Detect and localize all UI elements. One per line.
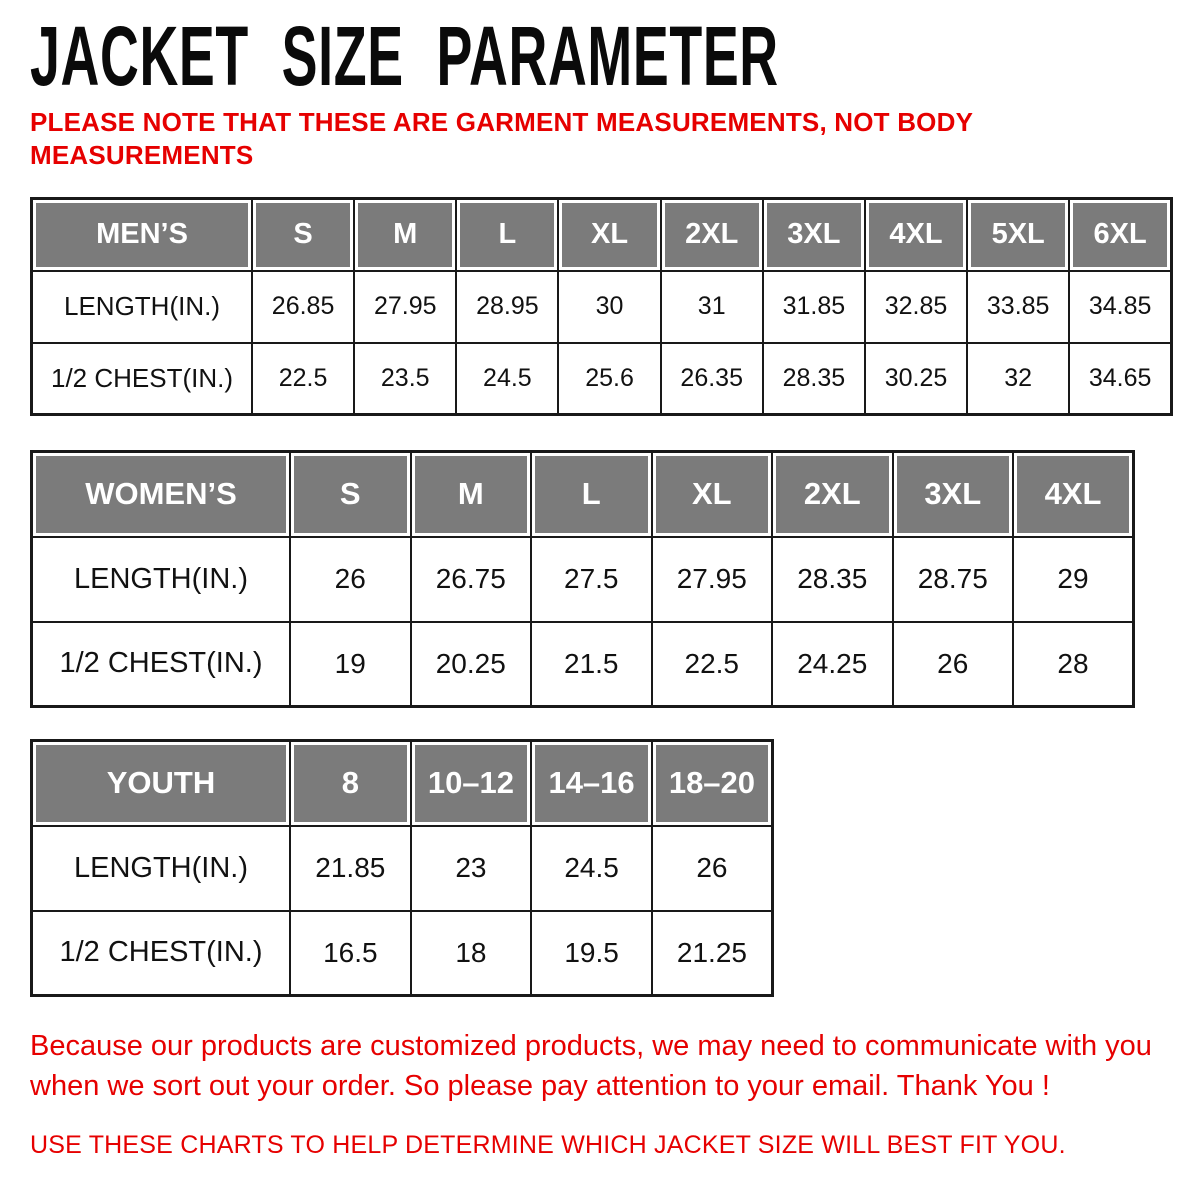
womens-length-value: 27.95 — [652, 537, 773, 622]
womens-size-table — [30, 450, 1135, 708]
youth-chest-row — [32, 911, 773, 996]
womens-table-title: WOMEN’S — [32, 452, 291, 537]
garment-measurement-note: PLEASE NOTE THAT THESE ARE GARMENT MEASUREMENTS, NOT BODY MEASUREMENTS — [30, 107, 973, 170]
youth-length-value: 24.5 — [531, 826, 652, 911]
mens-size-header: XL — [558, 199, 660, 271]
mens-size-header: 6XL — [1069, 199, 1171, 271]
mens-size-header: 4XL — [865, 199, 967, 271]
youth-length-label: LENGTH(IN.) — [32, 826, 291, 911]
youth-size-header: 10–12 — [411, 741, 532, 826]
mens-length-value: 28.95 — [456, 271, 558, 343]
youth-size-header: 8 — [290, 741, 411, 826]
mens-length-value: 31.85 — [763, 271, 865, 343]
mens-size-header: M — [354, 199, 456, 271]
mens-length-value: 34.85 — [1069, 271, 1171, 343]
womens-size-header: S — [290, 452, 411, 537]
customization-notice: Because our products are customized products, we may need to communicate with you when we sort out your order. So please pay attention to your email. Thank You ! — [30, 1030, 1152, 1102]
womens-length-value: 29 — [1013, 537, 1134, 622]
mens-length-value: 31 — [661, 271, 763, 343]
mens-chest-value: 32 — [967, 343, 1069, 415]
mens-length-label: LENGTH(IN.) — [32, 271, 253, 343]
youth-size-header: 18–20 — [652, 741, 773, 826]
womens-size-header: L — [531, 452, 652, 537]
mens-chest-value: 26.35 — [661, 343, 763, 415]
youth-chest-value: 21.25 — [652, 911, 773, 996]
youth-chest-label: 1/2 CHEST(IN.) — [32, 911, 291, 996]
mens-chest-label: 1/2 CHEST(IN.) — [32, 343, 253, 415]
mens-size-header: 3XL — [763, 199, 865, 271]
mens-chest-value: 22.5 — [252, 343, 354, 415]
mens-size-header: 5XL — [967, 199, 1069, 271]
mens-length-value: 30 — [558, 271, 660, 343]
womens-length-value: 27.5 — [531, 537, 652, 622]
womens-length-value: 26.75 — [411, 537, 532, 622]
womens-size-header: 4XL — [1013, 452, 1134, 537]
mens-size-header: L — [456, 199, 558, 271]
youth-chest-value: 19.5 — [531, 911, 652, 996]
mens-length-value: 27.95 — [354, 271, 456, 343]
youth-size-header: 14–16 — [531, 741, 652, 826]
youth-length-value: 26 — [652, 826, 773, 911]
mens-length-value: 33.85 — [967, 271, 1069, 343]
womens-chest-label: 1/2 CHEST(IN.) — [32, 622, 291, 707]
youth-length-value: 23 — [411, 826, 532, 911]
mens-size-table — [30, 197, 1173, 416]
womens-chest-row — [32, 622, 1134, 707]
mens-chest-value: 28.35 — [763, 343, 865, 415]
page-title: JACKET SIZE PARAMETER — [30, 9, 779, 103]
womens-chest-value: 28 — [1013, 622, 1134, 707]
womens-header-row — [32, 452, 1134, 537]
womens-chest-value: 20.25 — [411, 622, 532, 707]
mens-chest-value: 30.25 — [865, 343, 967, 415]
mens-header-row — [32, 199, 1172, 271]
youth-size-table — [30, 739, 774, 997]
womens-size-header: 3XL — [893, 452, 1014, 537]
womens-length-row — [32, 537, 1134, 622]
womens-chest-value: 24.25 — [772, 622, 893, 707]
youth-chest-value: 16.5 — [290, 911, 411, 996]
mens-chest-value: 24.5 — [456, 343, 558, 415]
youth-chest-value: 18 — [411, 911, 532, 996]
mens-size-header: S — [252, 199, 354, 271]
womens-length-value: 28.35 — [772, 537, 893, 622]
womens-size-header: 2XL — [772, 452, 893, 537]
mens-chest-value: 23.5 — [354, 343, 456, 415]
womens-size-header: XL — [652, 452, 773, 537]
womens-length-label: LENGTH(IN.) — [32, 537, 291, 622]
womens-chest-value: 22.5 — [652, 622, 773, 707]
womens-chest-value: 21.5 — [531, 622, 652, 707]
mens-length-value: 32.85 — [865, 271, 967, 343]
mens-chest-value: 34.65 — [1069, 343, 1171, 415]
youth-table-title: YOUTH — [32, 741, 291, 826]
youth-header-row — [32, 741, 773, 826]
mens-table-title: MEN’S — [32, 199, 253, 271]
mens-length-value: 26.85 — [252, 271, 354, 343]
womens-chest-value: 19 — [290, 622, 411, 707]
womens-chest-value: 26 — [893, 622, 1014, 707]
youth-length-row — [32, 826, 773, 911]
womens-length-value: 28.75 — [893, 537, 1014, 622]
mens-chest-value: 25.6 — [558, 343, 660, 415]
womens-size-header: M — [411, 452, 532, 537]
youth-length-value: 21.85 — [290, 826, 411, 911]
fit-guidance-note: USE THESE CHARTS TO HELP DETERMINE WHICH JACKET SIZE WILL BEST FIT YOU. — [30, 1131, 1066, 1159]
mens-size-header: 2XL — [661, 199, 763, 271]
mens-chest-row — [32, 343, 1172, 415]
womens-length-value: 26 — [290, 537, 411, 622]
mens-length-row — [32, 271, 1172, 343]
